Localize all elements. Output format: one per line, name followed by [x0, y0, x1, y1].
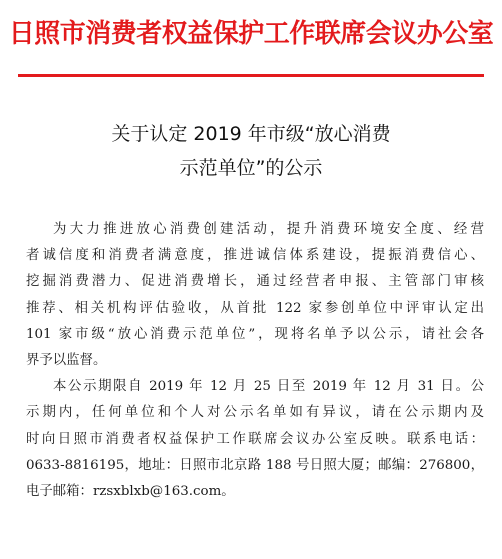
paragraph-2-line-3: 时向日照市消费者权益保护工作联席会议办公室反映。联系电话：	[26, 431, 484, 447]
paragraph-1-line-3: 挖掘消费潜力、促进消费增长，通过经营者申报、主管部门审核	[26, 274, 484, 290]
letterhead-org-name: 日照市消费者权益保护工作联席会议办公室	[8, 19, 494, 49]
letterhead-red-rule	[18, 74, 484, 77]
paragraph-1-line-1: 为大力推进放心消费创建活动，提升消费环境安全度、经营	[53, 222, 484, 237]
notice-title-line-1: 关于认定 2019 年市级“放心消费	[111, 123, 391, 145]
notice-body	[26, 217, 484, 505]
paragraph-1-line-2: 者诚信度和消费者满意度，推进诚信体系建设，提振消费信心、	[26, 248, 484, 264]
paragraph-1-line-6: 界予以监督。	[26, 352, 107, 368]
paragraph-2-line-2: 示期内，任何单位和个人对公示名单如有异议，请在公示期内及	[26, 405, 484, 421]
paragraph-1-line-4: 推荐、相关机构评估验收，从首批 122 家参创单位中评审认定出	[26, 300, 484, 316]
notice-title-line-2: 示范单位”的公示	[179, 157, 323, 179]
paragraph-2-line-1: 本公示期限自 2019 年 12 月 25 日至 2019 年 12 月 31 日。公	[53, 379, 484, 395]
paragraph-1-line-5: 101 家市级“放心消费示范单位”，现将名单予以公示，请社会各	[26, 326, 484, 342]
paragraph-2-line-4: 0633-8816195，地址：日照市北京路 188 号日照大厦；邮编：276800，	[26, 457, 484, 473]
paragraph-2-line-5: 电子邮箱：rzsxblxb@163.com。	[26, 483, 235, 499]
